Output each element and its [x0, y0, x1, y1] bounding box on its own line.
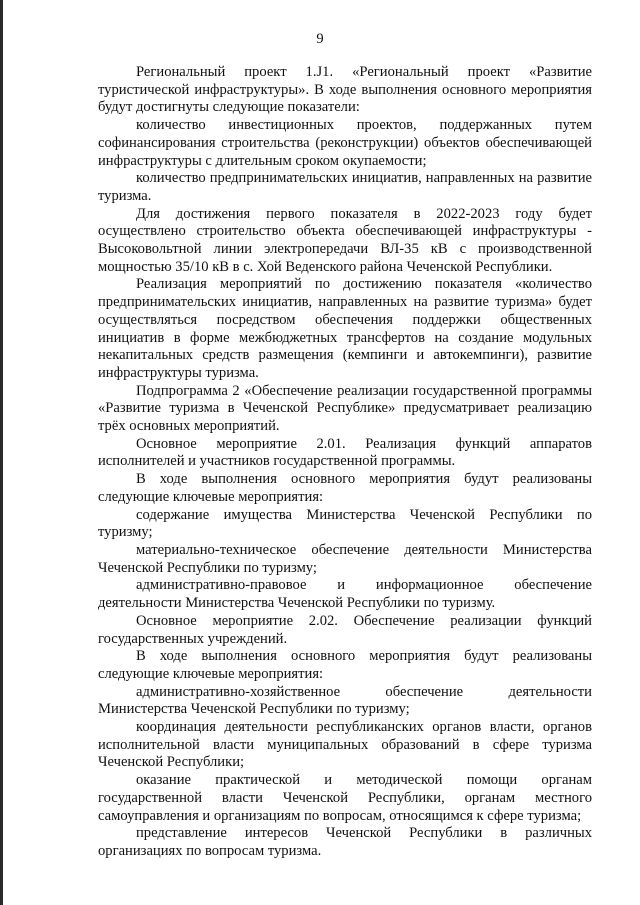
- paragraph-initiatives-implementation: Реализация мероприятий по достижению показателя «количество предпринимательских инициатив, направленных на развитие туризма» будет осуществляться посредством обеспечения поддержки общественных инициатив в форме межбюджетных трансфертов на создание модульных некапитальных средств размещения (кемпинги и автокемпинги), развитие инфраструктуры туризма.: [98, 276, 592, 381]
- paragraph-key-activities-intro-2: В ходе выполнения основного мероприятия будут реализованы следующие ключевые мероприятия:: [98, 648, 592, 682]
- document-body: [98, 64, 592, 861]
- paragraph-indicator-investment-projects: количество инвестиционных проектов, поддержанных путем софинансирования строительства (реконструкции) объектов обеспечивающей инфраструктуры с длительным сроком окупаемости;: [98, 117, 592, 169]
- paragraph-coordination: координация деятельности республиканских органов власти, органов исполнительной власти муниципальных образований в сфере туризма Чеченской Республики;: [98, 719, 592, 771]
- paragraph-key-activities-intro-1: В ходе выполнения основного мероприятия будут реализованы следующие ключевые мероприятия:: [98, 471, 592, 505]
- paragraph-regional-project: Региональный проект 1.J1. «Региональный проект «Развитие туристической инфраструктуры». В ходе выполнения основного мероприятия будут достигнуты следующие показатели:: [98, 64, 592, 116]
- paragraph-legal-info-support: административно-правовое и информационное обеспечение деятельности Министерства Чеченской Республики по туризму.: [98, 577, 592, 612]
- paragraph-activity-2-01: Основное мероприятие 2.01. Реализация функций аппаратов исполнителей и участников государственной программы.: [98, 435, 592, 470]
- paragraph-technical-support: материально-техническое обеспечение деятельности Министерства Чеченской Республики по туризму;: [98, 541, 592, 576]
- paragraph-power-line-construction: Для достижения первого показателя в 2022-2023 году будет осуществлено строительство объекта обеспечивающей инфраструктуры - Высоковольтной линии электропередачи ВЛ-35 кВ с производственной мощностью 35/10 кВ в с. Хой Веденского района Чеченской Республики.: [98, 205, 592, 275]
- paragraph-methodical-assistance: оказание практической и методической помощи органам государственной власти Чеченской Республики, органам местного самоуправления и организациям по вопросам, относящимся к сфере туризма;: [98, 772, 592, 824]
- page-number: 9: [316, 31, 324, 47]
- scan-edge-border: [0, 0, 3, 905]
- paragraph-administrative-support: административно-хозяйственное обеспечение деятельности Министерства Чеченской Республики по туризму;: [98, 683, 592, 718]
- paragraph-indicator-business-initiatives: количество предпринимательских инициатив, направленных на развитие туризма.: [98, 170, 592, 204]
- paragraph-property-maintenance: содержание имущества Министерства Чеченской Республики по туризму;: [98, 506, 592, 541]
- paragraph-activity-2-02: Основное мероприятие 2.02. Обеспечение реализации функций государственных учреждений.: [98, 612, 592, 647]
- paragraph-representation: представление интересов Чеченской Республики в различных организациях по вопросам туризма.: [98, 825, 592, 859]
- paragraph-subprogram-2: Подпрограмма 2 «Обеспечение реализации государственной программы «Развитие туризма в Чеченской Республике» предусматривает реализацию трёх основных мероприятий.: [98, 382, 592, 435]
